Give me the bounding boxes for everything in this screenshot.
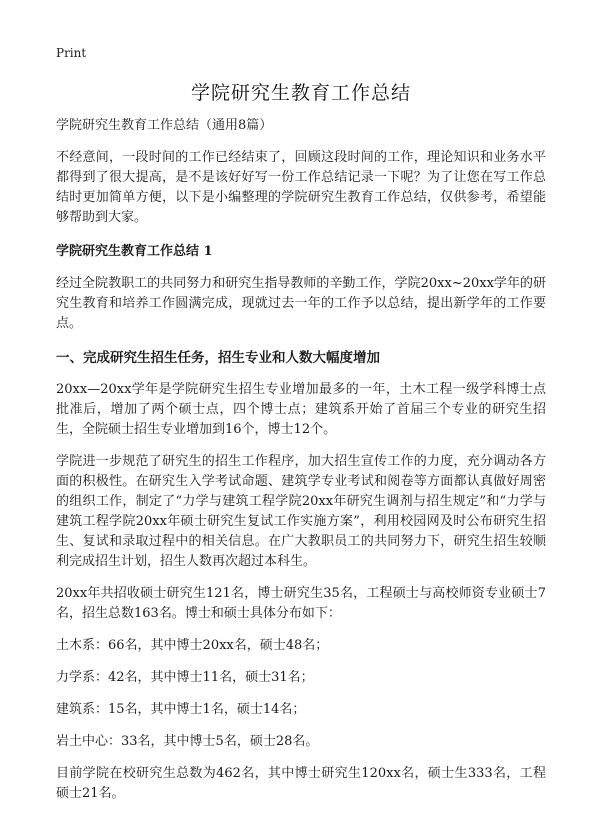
- section1-heading: 一、完成研究生招生任务，招生专业和人数大幅度增加: [56, 350, 380, 366]
- print-link[interactable]: Print: [56, 46, 87, 60]
- stat-line-architecture: 建筑系：15名，其中博士1名，硕士14名；: [56, 702, 306, 717]
- section1-paragraph-1: 20xx—20xx学年是学院研究生招生专业增加最多的一年，土木工程一级学科博士点批准后，增加了两个硕士点，四个博士点；建筑系开始了首届三个专业的研究生招生，全院硕士招生专业增加到16个，博士12个。: [56, 382, 546, 437]
- document-title: 学院研究生教育工作总结: [190, 82, 411, 104]
- section1-paragraph-2: 学院进一步规范了研究生的招生工作程序，加大招生宣传工作的力度，充分调动各方面的积极性。在研究生入学考试命题、建筑学专业考试和阅卷等方面都认真做好周密的组织工作，制定了“力学与建筑工程学院20xx年研究生调剂与招生规定”和“力学与建筑工程学院20xx年硕士研究生复试工作实施方案”，利用校园网及时公布研究生招生、复试和录取过程中的相关信息。在广大教职员工的共同努力下，研究生招生较顺利完成招生计划，招生人数再次超过本科生。: [56, 454, 546, 569]
- document-subtitle: 学院研究生教育工作总结（通用8篇）: [56, 118, 273, 133]
- stat-line-mechanics: 力学系：42名，其中博士11名，硕士31名；: [56, 670, 314, 685]
- stat-line-geotech: 岩土中心：33名，其中博士5名，硕士28名。: [56, 734, 319, 749]
- stat-line-civil: 土木系：66名，其中博士20xx名，硕士48名；: [56, 638, 329, 653]
- intro-paragraph: 不经意间，一段时间的工作已经结束了，回顾这段时间的工作，理论知识和业务水平都得到了很大提高，是不是该好好写一份工作总结记录一下呢？为了让您在写工作总结时更加简单方便，以下是小编整理的学院研究生教育工作总结，仅供参考，希望能够帮助到大家。: [56, 150, 546, 225]
- closing-paragraph: 目前学院在校研究生总数为462名，其中博士研究生120xx名，硕士生333名，工程硕士21名。: [56, 766, 546, 801]
- part-intro-paragraph: 经过全院教职工的共同努力和研究生指导教师的辛勤工作，学院20xx~20xx学年的研究生教育和培养工作圆满完成，现就过去一年的工作予以总结，提出新学年的工作要点。: [56, 276, 546, 331]
- part-heading: 学院研究生教育工作总结 1: [56, 244, 213, 259]
- section1-paragraph-3: 20xx年共招收硕士研究生121名，博士研究生35名，工程硕士与高校师资专业硕士7名，招生总数163名。博士和硕士具体分布如下：: [56, 586, 546, 621]
